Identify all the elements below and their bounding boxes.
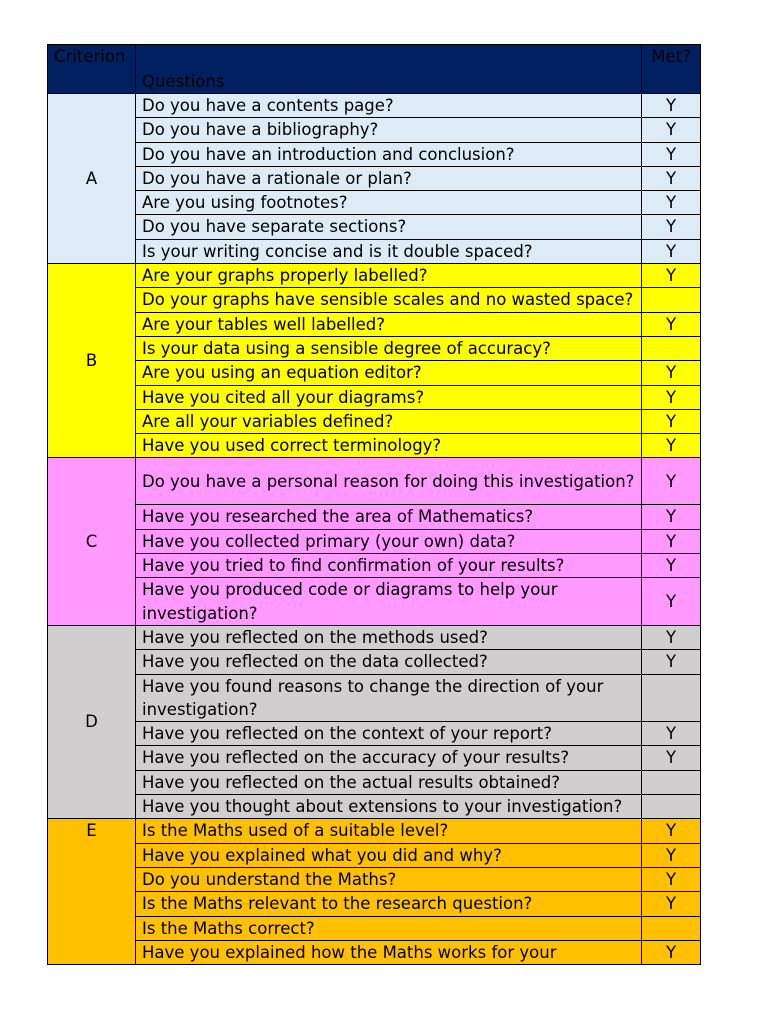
criterion-cell: D — [48, 625, 136, 818]
criterion-cell: C — [48, 458, 136, 625]
criterion-cell: B — [48, 264, 136, 458]
criteria-checklist-table — [47, 44, 701, 965]
question-cell: Have you used correct terminology? — [136, 434, 642, 458]
met-cell: Y — [642, 554, 701, 578]
question-cell: Have you found reasons to change the direction of your investigation? — [136, 674, 642, 722]
table-row — [48, 892, 701, 916]
criterion-cell: A — [48, 94, 136, 264]
met-cell: Y — [642, 142, 701, 166]
met-cell: Y — [642, 361, 701, 385]
met-cell: Y — [642, 312, 701, 336]
met-cell: Y — [642, 94, 701, 118]
table-row — [48, 385, 701, 409]
question-cell: Have you reflected on the accuracy of your results? — [136, 746, 642, 770]
question-cell: Have you thought about extensions to your investigation? — [136, 795, 642, 819]
met-cell: Y — [642, 409, 701, 433]
met-header: Met? — [642, 45, 701, 94]
met-cell: Y — [642, 625, 701, 649]
table-row — [48, 361, 701, 385]
met-cell — [642, 336, 701, 360]
table-row — [48, 819, 701, 843]
question-cell: Have you collected primary (your own) data? — [136, 529, 642, 553]
table-row — [48, 746, 701, 770]
question-cell: Do you understand the Maths? — [136, 867, 642, 891]
table-row — [48, 722, 701, 746]
met-cell: Y — [642, 264, 701, 288]
question-cell: Have you tried to find confirmation of your results? — [136, 554, 642, 578]
criterion-header: Criterion — [48, 45, 136, 94]
question-cell: Have you explained what you did and why? — [136, 843, 642, 867]
table-row — [48, 770, 701, 794]
question-cell: Do your graphs have sensible scales and no wasted space? — [136, 288, 642, 312]
header-row — [48, 45, 701, 94]
question-cell: Do you have a rationale or plan? — [136, 166, 642, 190]
question-cell: Have you produced code or diagrams to help your investigation? — [136, 578, 642, 626]
question-cell: Have you explained how the Maths works for your — [136, 940, 642, 964]
met-cell — [642, 674, 701, 722]
met-cell: Y — [642, 722, 701, 746]
table-row — [48, 650, 701, 674]
table-row — [48, 288, 701, 312]
table-row — [48, 505, 701, 529]
question-cell: Do you have an introduction and conclusion? — [136, 142, 642, 166]
question-cell: Do you have a bibliography? — [136, 118, 642, 142]
met-cell — [642, 770, 701, 794]
question-cell: Have you cited all your diagrams? — [136, 385, 642, 409]
criterion-cell: E — [48, 819, 136, 965]
question-cell: Have you reflected on the data collected? — [136, 650, 642, 674]
table-row — [48, 118, 701, 142]
table-row — [48, 529, 701, 553]
question-cell: Is the Maths used of a suitable level? — [136, 819, 642, 843]
met-cell: Y — [642, 239, 701, 263]
met-cell: Y — [642, 650, 701, 674]
question-cell: Have you reflected on the methods used? — [136, 625, 642, 649]
checklist-body — [48, 94, 701, 965]
question-cell: Are you using footnotes? — [136, 191, 642, 215]
met-cell: Y — [642, 191, 701, 215]
question-cell: Do you have a personal reason for doing this investigation? — [136, 458, 642, 505]
question-cell: Have you reflected on the actual results obtained? — [136, 770, 642, 794]
table-row — [48, 578, 701, 626]
questions-header: Questions — [136, 45, 642, 94]
met-cell: Y — [642, 940, 701, 964]
table-row — [48, 215, 701, 239]
table-row — [48, 940, 701, 964]
met-cell — [642, 795, 701, 819]
met-cell — [642, 916, 701, 940]
met-cell: Y — [642, 746, 701, 770]
met-cell: Y — [642, 458, 701, 505]
table-row — [48, 916, 701, 940]
table-row — [48, 434, 701, 458]
table-row — [48, 843, 701, 867]
met-cell: Y — [642, 578, 701, 626]
question-cell: Is the Maths correct? — [136, 916, 642, 940]
met-cell: Y — [642, 529, 701, 553]
met-cell: Y — [642, 843, 701, 867]
question-cell: Have you reflected on the context of your report? — [136, 722, 642, 746]
table-row — [48, 264, 701, 288]
met-cell: Y — [642, 385, 701, 409]
table-row — [48, 94, 701, 118]
table-row — [48, 166, 701, 190]
table-row — [48, 142, 701, 166]
met-cell: Y — [642, 166, 701, 190]
table-row — [48, 795, 701, 819]
table-row — [48, 867, 701, 891]
table-row — [48, 191, 701, 215]
question-cell: Are your tables well labelled? — [136, 312, 642, 336]
table-row — [48, 625, 701, 649]
table-row — [48, 458, 701, 505]
met-cell: Y — [642, 434, 701, 458]
table-row — [48, 239, 701, 263]
table-row — [48, 312, 701, 336]
table-row — [48, 409, 701, 433]
table-row — [48, 336, 701, 360]
question-cell: Is the Maths relevant to the research question? — [136, 892, 642, 916]
table-row — [48, 674, 701, 722]
met-cell: Y — [642, 892, 701, 916]
met-cell: Y — [642, 505, 701, 529]
question-cell: Is your data using a sensible degree of accuracy? — [136, 336, 642, 360]
question-cell: Is your writing concise and is it double spaced? — [136, 239, 642, 263]
question-cell: Do you have separate sections? — [136, 215, 642, 239]
question-cell: Do you have a contents page? — [136, 94, 642, 118]
question-cell: Are you using an equation editor? — [136, 361, 642, 385]
met-cell: Y — [642, 215, 701, 239]
table-row — [48, 554, 701, 578]
met-cell: Y — [642, 118, 701, 142]
question-cell: Are all your variables defined? — [136, 409, 642, 433]
met-cell: Y — [642, 819, 701, 843]
met-cell — [642, 288, 701, 312]
question-cell: Are your graphs properly labelled? — [136, 264, 642, 288]
question-cell: Have you researched the area of Mathematics? — [136, 505, 642, 529]
met-cell: Y — [642, 867, 701, 891]
